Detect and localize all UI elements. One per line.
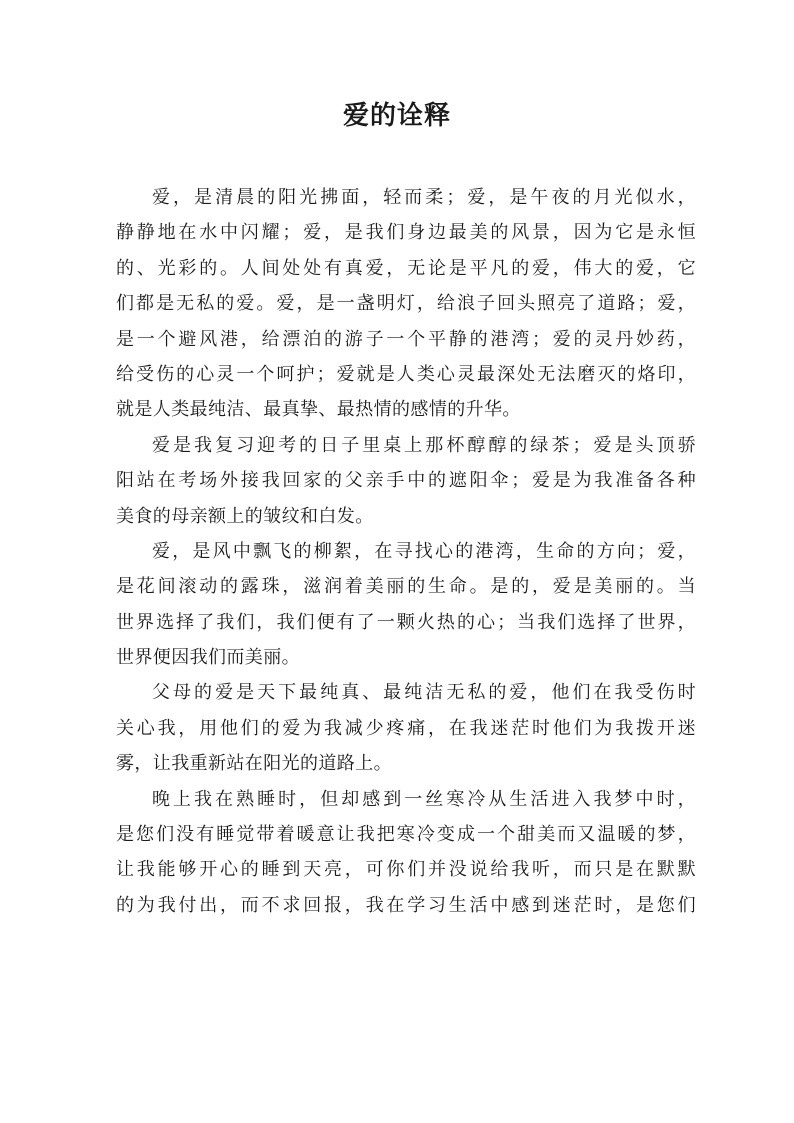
- text-line: 爱，是清晨的阳光拂面，轻而柔；爱，是午夜的月光似水，: [152, 187, 696, 208]
- text-line: 世界选择了我们，我们便有了一颗火热的心；当我们选择了世界，: [116, 611, 696, 633]
- text-line: 就是人类最纯洁、最真挚、最热情的感情的升华。: [116, 399, 521, 421]
- text-line: 给受伤的心灵一个呵护；爱就是人类心灵最深处无法磨灭的烙印，: [116, 363, 696, 385]
- text-line: 爱是我复习迎考的日子里桌上那杯醇醇的绿茶；爱是头顶骄: [152, 434, 696, 456]
- text-line: 静静地在水中闪耀；爱，是我们身边最美的风景，因为它是永恒: [116, 222, 696, 244]
- text-line: 父母的爱是天下最纯真、最纯洁无私的爱，他们在我受伤时: [152, 682, 696, 704]
- document-body: [116, 180, 696, 923]
- paragraph-4: [116, 675, 696, 781]
- text-line: 是一个避风港，给漂泊的游子一个平静的港湾；爱的灵丹妙药，: [116, 328, 696, 350]
- text-line: 的为我付出，而不求回报，我在学习生活中感到迷茫时，是您们: [116, 894, 696, 916]
- paragraph-3: [116, 534, 696, 676]
- document-title: 爱的诠释: [342, 101, 451, 131]
- paragraph-2: [116, 428, 696, 534]
- text-line: 关心我，用他们的爱为我减少疼痛，在我迷茫时他们为我拨开迷: [116, 717, 696, 739]
- paragraph-1: [116, 180, 696, 428]
- text-line: 晚上我在熟睡时，但却感到一丝寒冷从生活进入我梦中时，: [152, 788, 696, 810]
- paragraph-5: [116, 782, 696, 924]
- text-line: 阳站在考场外接我回家的父亲手中的遮阳伞；爱是为我准备各种: [116, 470, 696, 492]
- text-line: 是您们没有睡觉带着暖意让我把寒冷变成一个甜美而又温暖的梦，: [116, 824, 696, 846]
- text-line: 的、光彩的。人间处处有真爱，无论是平凡的爱，伟大的爱，它: [116, 257, 696, 279]
- text-line: 们都是无私的爱。爱，是一盏明灯，给浪子回头照亮了道路；爱，: [116, 293, 696, 315]
- text-line: 让我能够开心的睡到天亮，可你们并没说给我听，而只是在默默: [116, 859, 696, 881]
- text-line: 美食的母亲额上的皱纹和白发。: [116, 505, 374, 527]
- text-line: 是花间滚动的露珠，滋润着美丽的生命。是的，爱是美丽的。当: [116, 576, 696, 598]
- text-line: 爱，是风中飘飞的柳絮，在寻找心的港湾，生命的方向；爱，: [152, 540, 696, 562]
- text-line: 世界便因我们而美丽。: [116, 647, 300, 669]
- text-line: 雾，让我重新站在阳光的道路上。: [116, 753, 392, 775]
